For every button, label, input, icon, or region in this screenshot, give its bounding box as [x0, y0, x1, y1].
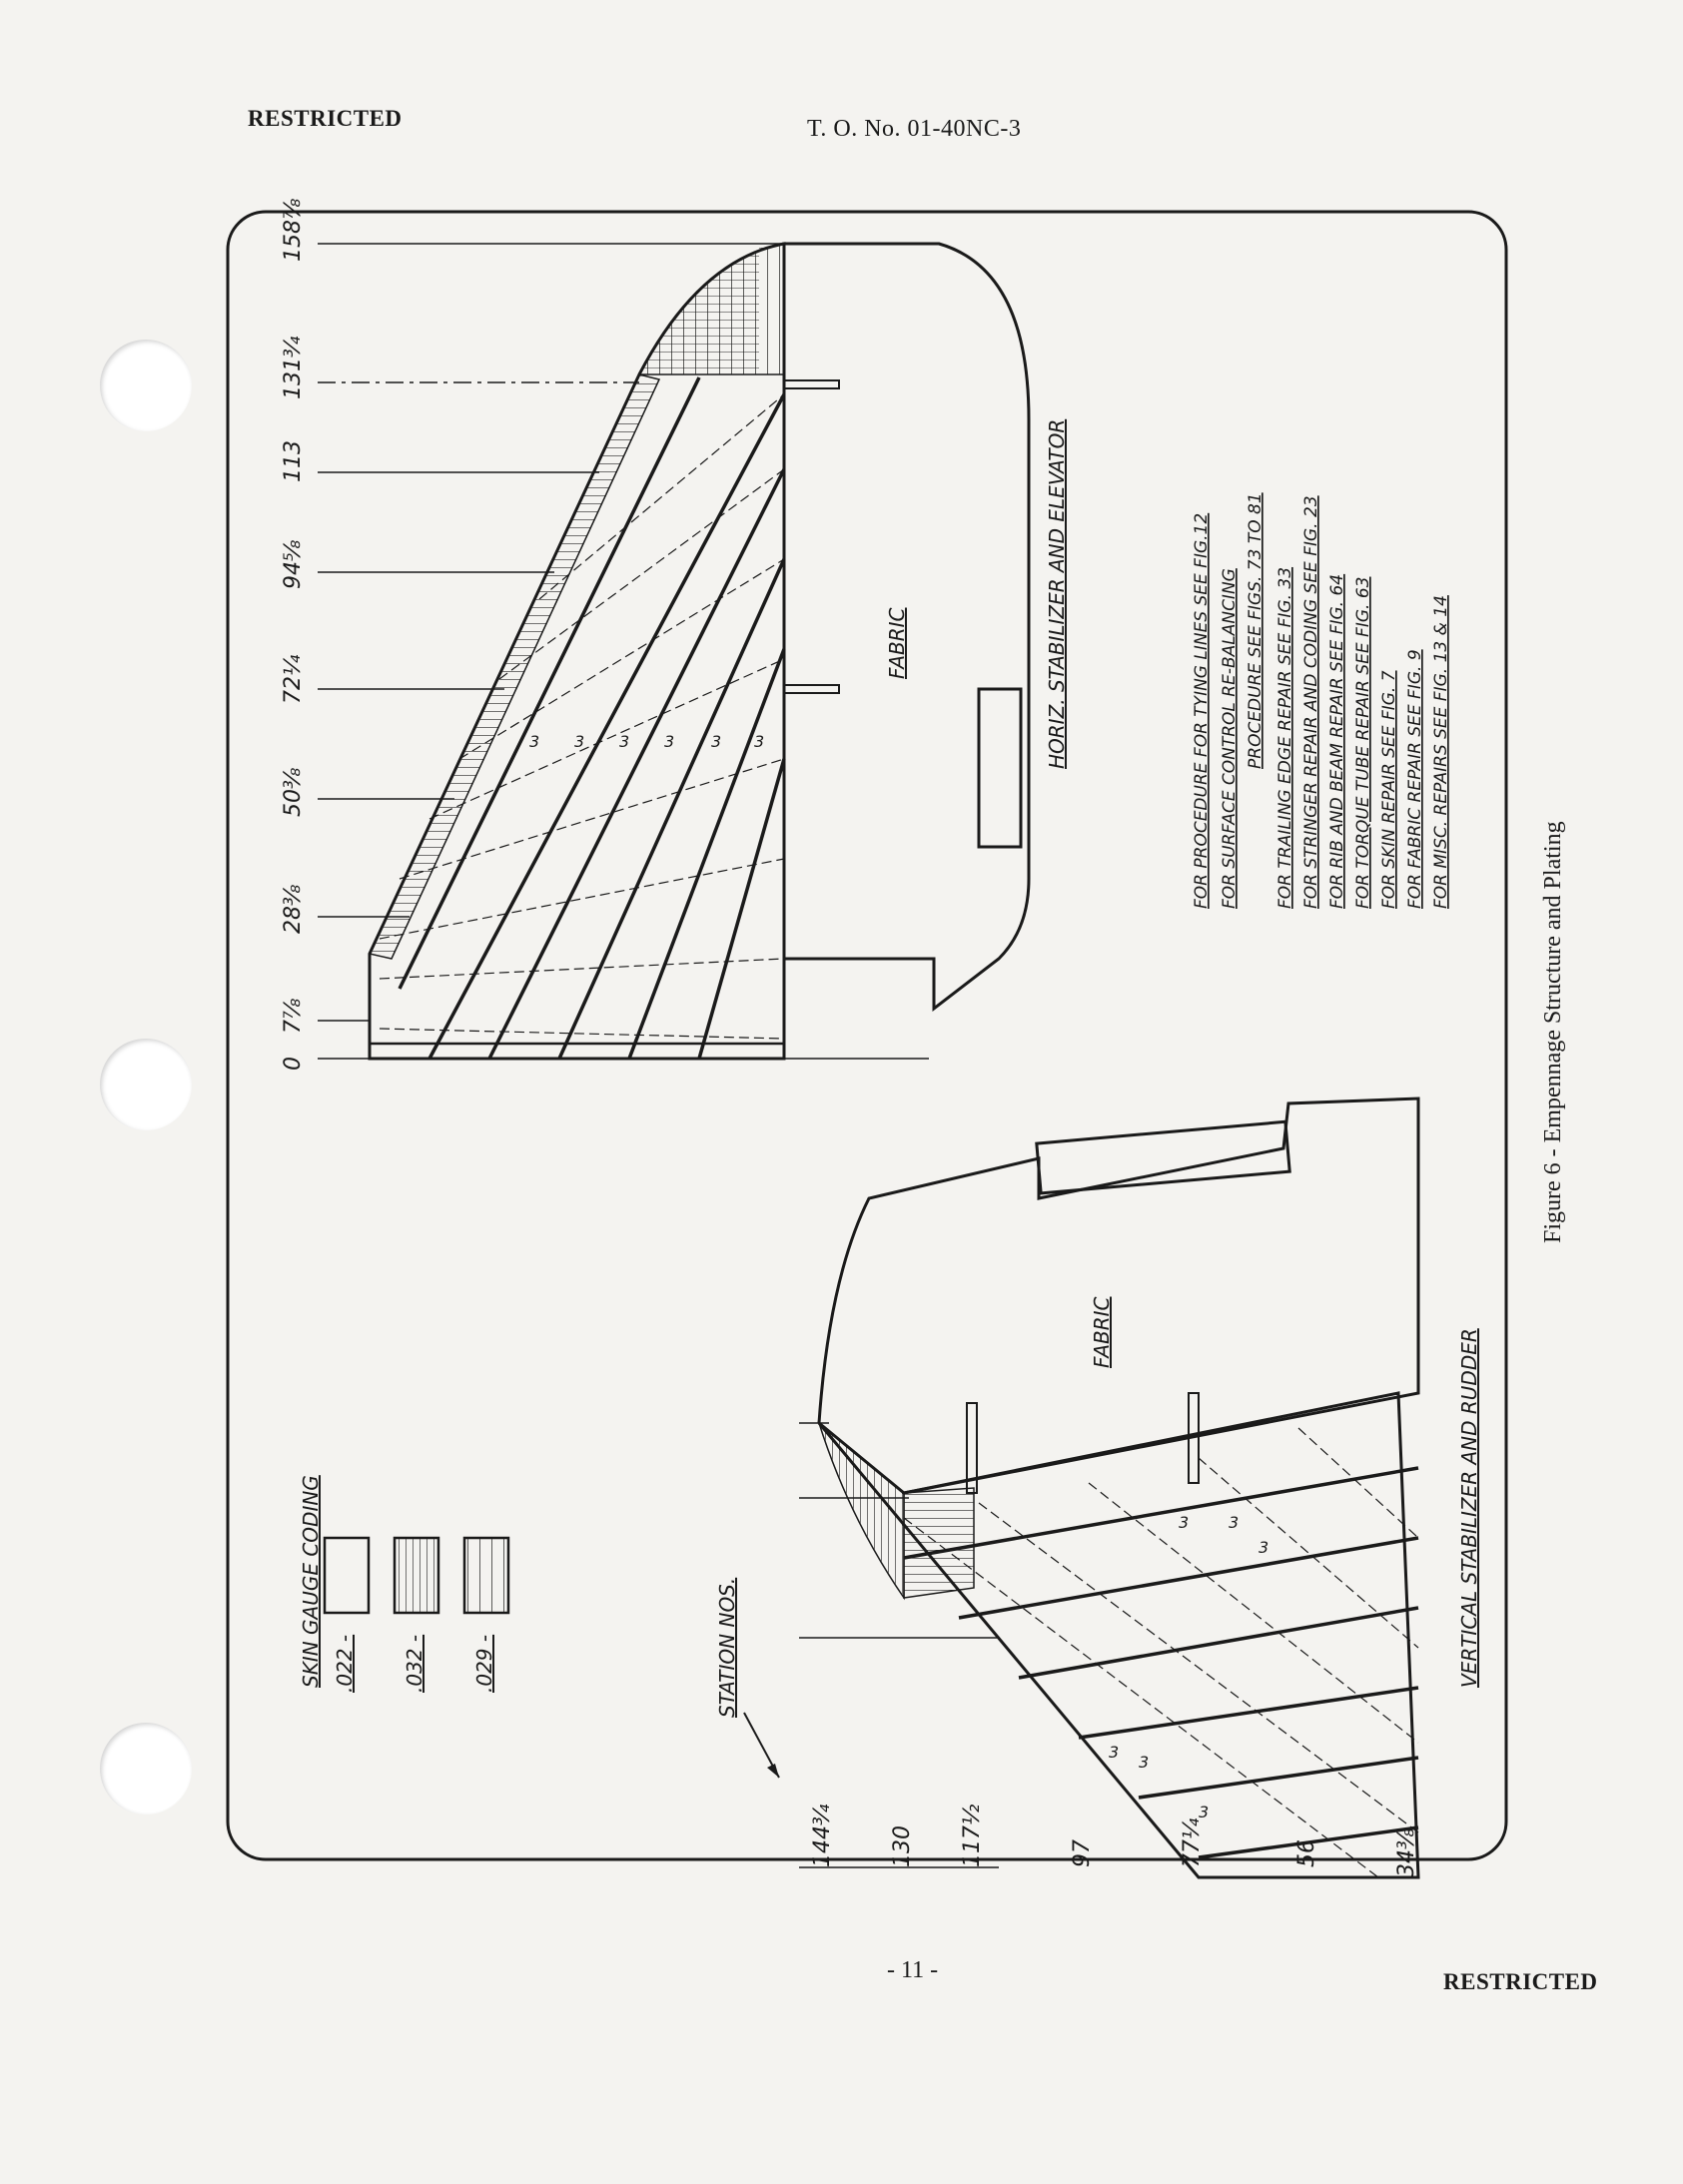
skin-gauge-legend: [325, 1538, 508, 1613]
reference-note: FOR MISC. REPAIRS SEE FIG. 13 & 14: [1431, 595, 1451, 909]
reference-note: FOR SURFACE CONTROL RE-BALANCING: [1220, 568, 1240, 909]
reference-note: FOR FABRIC REPAIR SEE FIG. 9: [1405, 649, 1425, 909]
h-station-label: 7⅞: [281, 998, 306, 1034]
h-rib: [400, 377, 699, 989]
v-leading-edge-skin: [819, 1423, 904, 1598]
h-station-label: 50⅜: [281, 767, 306, 817]
reference-note: FOR STRINGER REPAIR AND CODING SEE FIG. 23: [1301, 495, 1321, 909]
v-rib: [1019, 1608, 1418, 1678]
v-rudder-outline: [819, 1098, 1418, 1493]
v-rib-mark: 3: [1199, 1803, 1210, 1821]
v-rib: [1139, 1758, 1418, 1798]
v-station-label: 34⅜: [1394, 1827, 1419, 1877]
h-station-label: 113: [281, 440, 306, 482]
legend-swatch-032: [395, 1538, 438, 1613]
v-station-label: 117½: [960, 1804, 985, 1867]
v-trim-tab: [1037, 1121, 1289, 1193]
reference-note: FOR PROCEDURE FOR TYING LINES SEE FIG.12: [1192, 512, 1212, 909]
h-rib: [699, 759, 784, 1059]
reference-note: FOR SKIN REPAIR SEE FIG. 7: [1379, 670, 1399, 909]
h-rib-mark: 3: [619, 732, 630, 751]
h-trim-tab: [979, 689, 1021, 847]
header-document-number: T. O. No. 01-40NC-3: [807, 116, 1022, 142]
legend-swatch-029: [464, 1538, 508, 1613]
v-rib-mark: 3: [1109, 1743, 1120, 1762]
v-rib-mark: 3: [1229, 1513, 1240, 1532]
h-stab-title: HORIZ. STABILIZER AND ELEVATOR: [1045, 418, 1069, 769]
reference-note: FOR TORQUE TUBE REPAIR SEE FIG. 63: [1353, 576, 1373, 909]
v-station-label: 56: [1294, 1839, 1319, 1867]
h-station-label: 131¾: [281, 336, 306, 399]
v-station-label: 77¼: [1180, 1818, 1205, 1867]
v-station-label: 130: [890, 1825, 915, 1867]
v-stab-outline: [819, 1393, 1418, 1877]
footer-restricted-right: RESTRICTED: [1443, 1969, 1598, 1994]
h-station-label: 0: [281, 1057, 306, 1071]
v-rib: [959, 1538, 1418, 1618]
v-stab-title: VERTICAL STABILIZER AND RUDDER: [1457, 1328, 1481, 1688]
v-leading-edge-skin-2: [904, 1488, 974, 1598]
h-rib-mark: 3: [711, 732, 722, 751]
legend-label-029: .029 -: [472, 1634, 496, 1693]
v-station-label: 97: [1070, 1839, 1095, 1867]
v-station-label: 144¾: [810, 1804, 835, 1867]
h-rib: [559, 559, 784, 1059]
legend-label-022: .022 -: [333, 1634, 357, 1693]
h-fabric-label: FABRIC: [885, 607, 909, 679]
h-station-label: 94⅝: [281, 539, 306, 589]
h-station-label: 158⅞: [281, 198, 306, 262]
v-rib-mark: 3: [1259, 1538, 1269, 1557]
reference-note: FOR RIB AND BEAM REPAIR SEE FIG. 64: [1327, 573, 1347, 909]
header-restricted-left: RESTRICTED: [248, 106, 403, 131]
h-hinge: [784, 685, 839, 693]
v-fabric-label: FABRIC: [1090, 1296, 1114, 1368]
station-nos-label: STATION NOS.: [715, 1577, 739, 1718]
h-rib-mark: 3: [754, 732, 765, 751]
h-leading-edge-skin: [370, 374, 659, 959]
v-rib: [1079, 1688, 1418, 1738]
station-nos-arrowhead: [767, 1764, 779, 1778]
h-rib-mark: 3: [529, 732, 540, 751]
h-station-label: 28⅜: [281, 884, 306, 934]
page-number: - 11 -: [887, 1957, 939, 1983]
reference-note: FOR TRAILING EDGE REPAIR SEE FIG. 33: [1275, 566, 1295, 909]
legend-title: SKIN GAUGE CODING: [299, 1475, 323, 1688]
h-hinge: [784, 380, 839, 388]
v-rib-mark: 3: [1179, 1513, 1190, 1532]
h-station-label: 72¼: [281, 654, 306, 704]
legend-swatch-022: [325, 1538, 369, 1613]
horizontal-stabilizer-drawing: [318, 244, 1029, 1059]
legend-label-032: .032 -: [403, 1634, 426, 1693]
h-rib-mark: 3: [664, 732, 675, 751]
v-rib: [904, 1468, 1418, 1558]
vertical-stabilizer-drawing: [744, 1098, 1418, 1877]
figure-caption: Figure 6 - Empennage Structure and Plating: [1540, 821, 1566, 1243]
h-rib-mark: 3: [574, 732, 585, 751]
v-rib-mark: 3: [1139, 1753, 1150, 1772]
reference-note: PROCEDURE SEE FIGS. 73 TO 81: [1246, 492, 1265, 769]
